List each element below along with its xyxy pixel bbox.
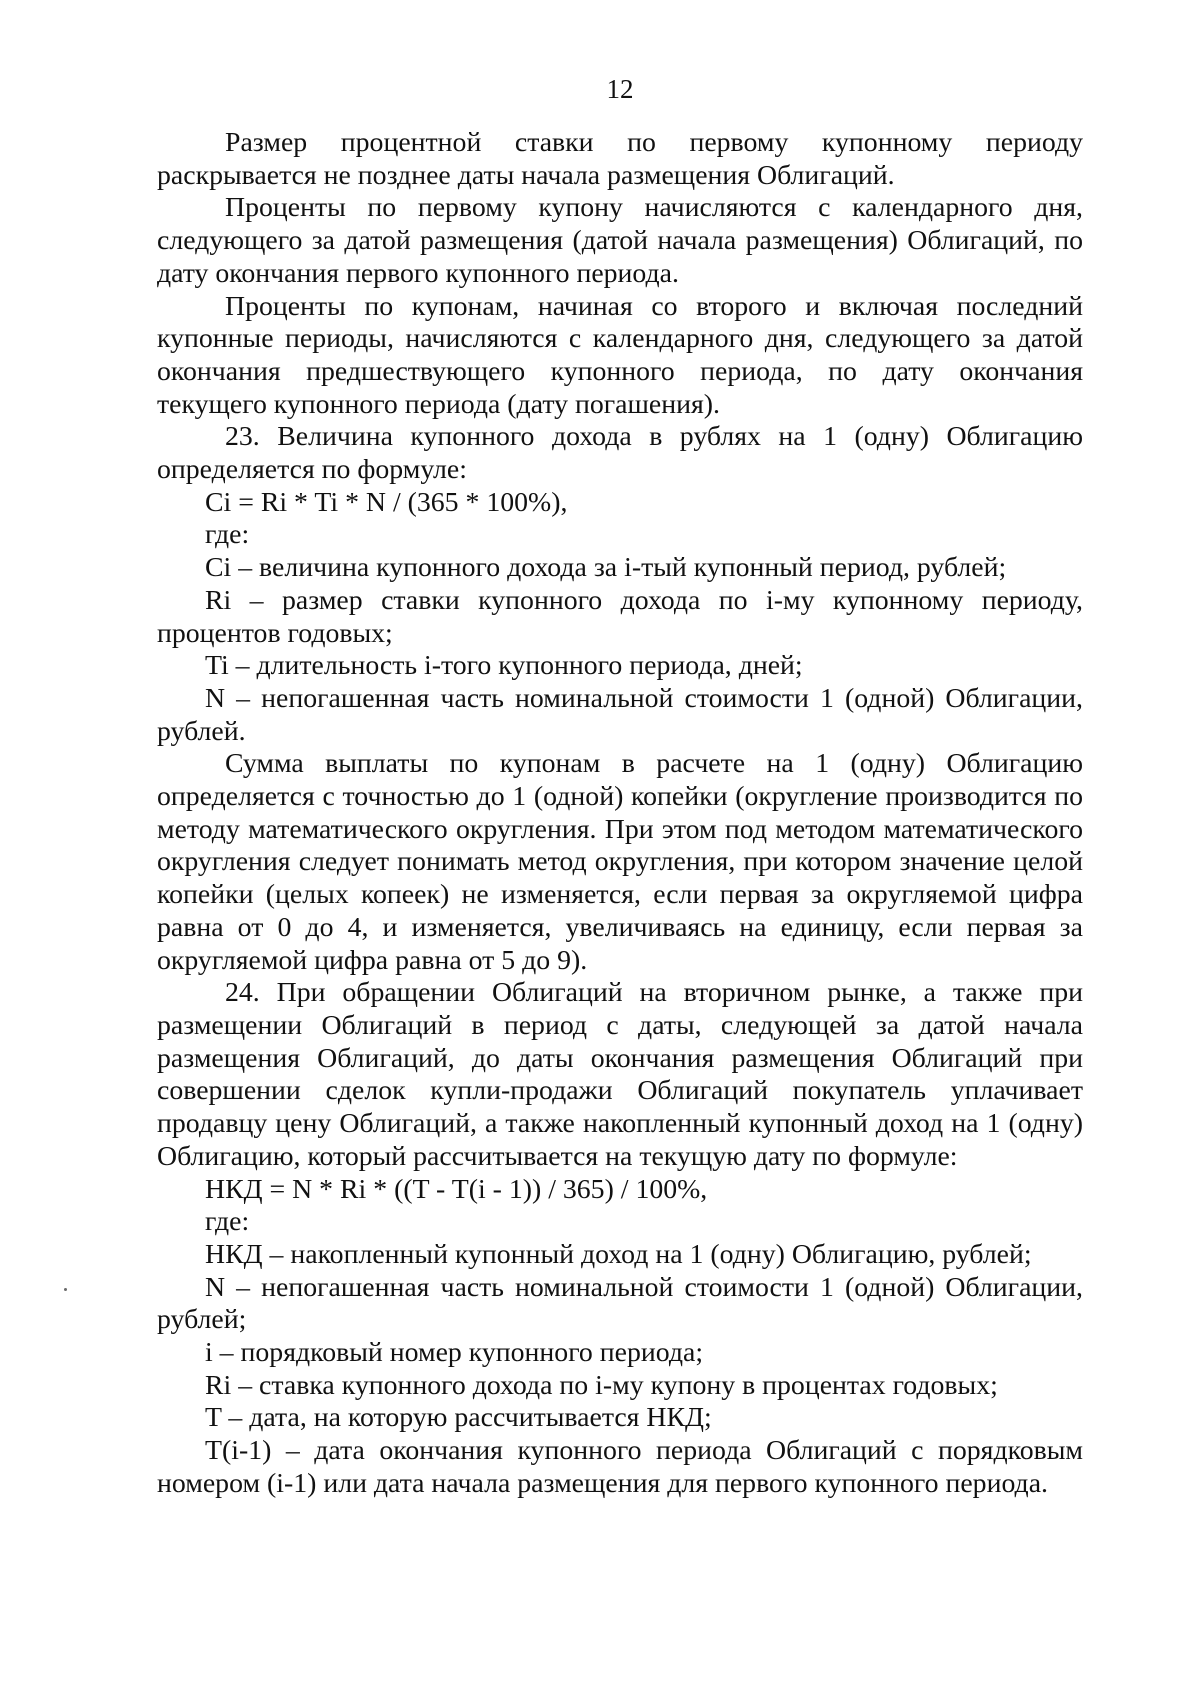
definition-n: N – непогашенная часть номинальной стоимости 1 (одной) Облигации, рублей. xyxy=(157,682,1083,747)
definition-i: i – порядковый номер купонного периода; xyxy=(205,1337,704,1369)
paragraph-24: 24. При обращении Облигаций на вторичном рынке, а также при размещении Облигаций в период с даты, следующей за датой начала размещения Облигаций, до даты окончания размещения Облигаций при совершении сделок купли-продажи Облигаций покупатель уплачивает продавцу цену Облигаций, а также накопленный купонный доход на 1 (одну) Облигацию, который рассчитывается на текущую дату по формуле: xyxy=(157,977,1083,1172)
page-number: 12 xyxy=(606,74,634,104)
definition-nkd: НКД – накопленный купонный доход на 1 (одну) Облигацию, рублей; xyxy=(205,1238,1032,1270)
definition-n-2: N – непогашенная часть номинальной стоимости 1 (одной) Облигации, рублей; xyxy=(157,1271,1083,1336)
definition-ri: Ri – размер ставки купонного дохода по i-му купонному периоду, процентов годовых; xyxy=(157,584,1083,649)
definition-t-i-1: T(i-1) – дата окончания купонного периода Облигаций с порядковым номером (i-1) или дата начала размещения для первого купонного периода. xyxy=(157,1435,1083,1499)
paragraph-rounding: Сумма выплаты по купонам в расчете на 1 (одну) Облигацию определяется с точностью до 1 (одной) копейки (округление производится по методу математического округления. При этом под методом математического округления следует понимать метод округления, при котором значение целой копейки (целых копеек) не изменяется, если первая за округляемой цифра равна от 0 до 4, и изменяется, увеличиваясь на единицу, если первая за округляемой цифра равна от 5 до 9). xyxy=(157,748,1083,976)
formula-where-label-2: где: xyxy=(205,1206,250,1238)
coupon-income-formula: Ci = Ri * Ti * N / (365 * 100%), xyxy=(205,486,568,518)
definition-ti: Ti – длительность i-того купонного периода, дней; xyxy=(205,650,803,682)
accrued-income-formula: НКД = N * Ri * ((T - T(i - 1)) / 365) / 100%, xyxy=(205,1173,708,1205)
paragraph-first-coupon-interest: Проценты по первому купону начисляются с календарного дня, следующего за датой размещения (датой начала размещения) Облигаций, по дату окончания первого купонного периода. xyxy=(157,192,1083,289)
definition-ri-2: Ri – ставка купонного дохода по i-му купону в процентах годовых; xyxy=(205,1369,998,1401)
definition-ci: Ci – величина купонного дохода за i-тый купонный период, рублей; xyxy=(205,552,1007,584)
formula-where-label: где: xyxy=(205,519,250,551)
paragraph-subsequent-coupon-interest: Проценты по купонам, начиная со второго и включая последний купонные периоды, начисляются с календарного дня, следующего за датой окончания предшествующего купонного периода, по дату окончания текущего купонного периода (дату погашения). xyxy=(157,290,1083,420)
document-body xyxy=(157,127,1083,1501)
paragraph-rate-disclosure: Размер процентной ставки по первому купонному периоду раскрывается не позднее даты начала размещения Облигаций. xyxy=(157,127,1083,191)
paragraph-23: 23. Величина купонного дохода в рублях на 1 (одну) Облигацию определяется по формуле: xyxy=(157,421,1083,486)
definition-t: T – дата, на которую рассчитывается НКД; xyxy=(205,1402,712,1434)
scan-speck xyxy=(64,1288,67,1291)
